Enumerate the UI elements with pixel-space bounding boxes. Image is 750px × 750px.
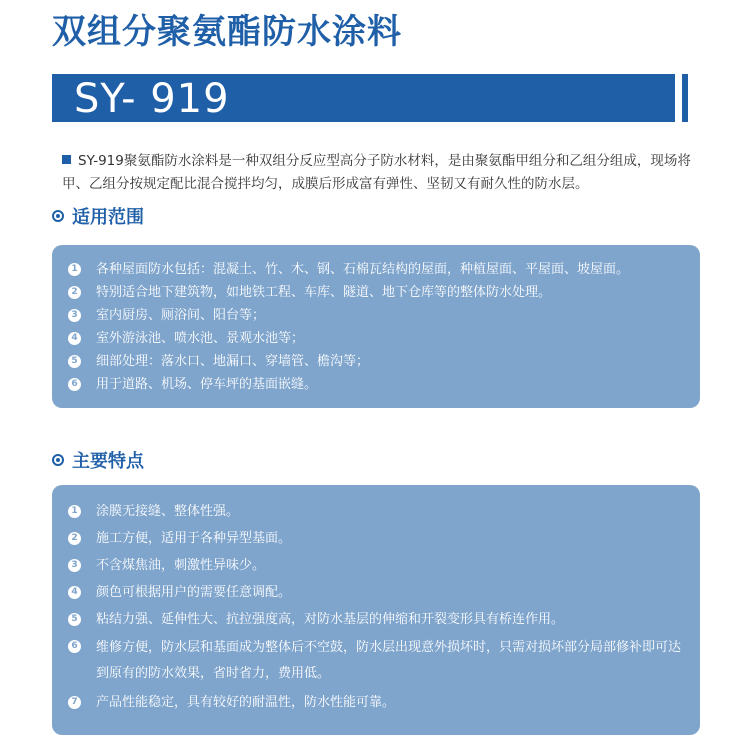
model-number: SY- 919 — [74, 76, 230, 122]
feature-item — [52, 581, 700, 604]
scope-item — [52, 327, 700, 350]
page-title: 双组分聚氨酯防水涂料 — [52, 12, 402, 52]
intro-paragraph — [62, 150, 702, 196]
features-panel — [52, 485, 700, 735]
number-badge-icon: 2 — [68, 286, 81, 299]
feature-item-text: 颜色可根据用户的需要任意调配。 — [96, 585, 292, 600]
feature-item — [52, 500, 700, 523]
features-heading-label: 主要特点 — [72, 451, 144, 472]
scope-item — [52, 350, 700, 373]
scope-item — [52, 304, 700, 327]
square-bullet-icon — [62, 155, 71, 164]
circle-bullet-icon — [52, 454, 64, 466]
feature-item — [52, 691, 700, 714]
feature-item — [52, 608, 700, 631]
feature-item-text: 不含煤焦油，刺激性异味少。 — [96, 558, 266, 573]
scope-item-text: 特别适合地下建筑物，如地铁工程、车库、隧道、地下仓库等的整体防水处理。 — [96, 285, 552, 300]
feature-item — [52, 554, 700, 577]
feature-item-text: 涂膜无接缝、整体性强。 — [96, 504, 240, 519]
number-badge-icon: 4 — [68, 332, 81, 345]
features-heading — [52, 447, 144, 473]
feature-item-text: 维修方便，防水层和基面成为整体后不空鼓，防水层出现意外损坏时，只需对损坏部分局部修补即可达到原有的防水效果，省时省力，费用低。 — [96, 640, 682, 681]
number-badge-icon: 6 — [68, 378, 81, 391]
feature-item-text: 产品性能稳定，具有较好的耐温性，防水性能可靠。 — [96, 695, 396, 710]
number-badge-icon: 3 — [68, 309, 81, 322]
features-list — [52, 485, 700, 714]
banner-accent-bar — [682, 74, 688, 122]
number-badge-icon: 1 — [68, 263, 81, 276]
number-badge-icon: 3 — [68, 559, 81, 572]
intro-text: SY-919聚氨酯防水涂料是一种双组分反应型高分子防水材料，是由聚氨酯甲组分和乙组分组成，现场将甲、乙组分按规定配比混合搅拌均匀，成膜后形成富有弹性、坚韧又有耐久性的防水层。 — [62, 153, 691, 192]
scope-item-text: 用于道路、机场、停车坪的基面嵌缝。 — [96, 377, 318, 392]
model-banner — [52, 74, 675, 122]
number-badge-icon: 5 — [68, 613, 81, 626]
scope-list — [52, 245, 700, 396]
scope-heading — [52, 203, 144, 229]
scope-item — [52, 258, 700, 281]
scope-panel — [52, 245, 700, 408]
scope-item-text: 细部处理：落水口、地漏口、穿墙管、檐沟等； — [96, 354, 370, 369]
number-badge-icon: 6 — [68, 640, 81, 653]
feature-item — [52, 635, 700, 687]
number-badge-icon: 7 — [68, 696, 81, 709]
scope-item-text: 各种屋面防水包括：混凝土、竹、木、钢、石棉瓦结构的屋面，种植屋面、平屋面、坡屋面。 — [96, 262, 630, 277]
scope-item — [52, 281, 700, 304]
number-badge-icon: 4 — [68, 586, 81, 599]
number-badge-icon: 2 — [68, 532, 81, 545]
scope-item-text: 室内厨房、厕浴间、阳台等； — [96, 308, 266, 323]
feature-item-text: 施工方便，适用于各种异型基面。 — [96, 531, 292, 546]
feature-item — [52, 527, 700, 550]
scope-item-text: 室外游泳池、喷水池、景观水池等； — [96, 331, 305, 346]
circle-bullet-icon — [52, 210, 64, 222]
scope-heading-label: 适用范围 — [72, 207, 144, 228]
number-badge-icon: 5 — [68, 355, 81, 368]
scope-item — [52, 373, 700, 396]
number-badge-icon: 1 — [68, 505, 81, 518]
feature-item-text: 粘结力强、延伸性大、抗拉强度高，对防水基层的伸缩和开裂变形具有桥连作用。 — [96, 612, 565, 627]
